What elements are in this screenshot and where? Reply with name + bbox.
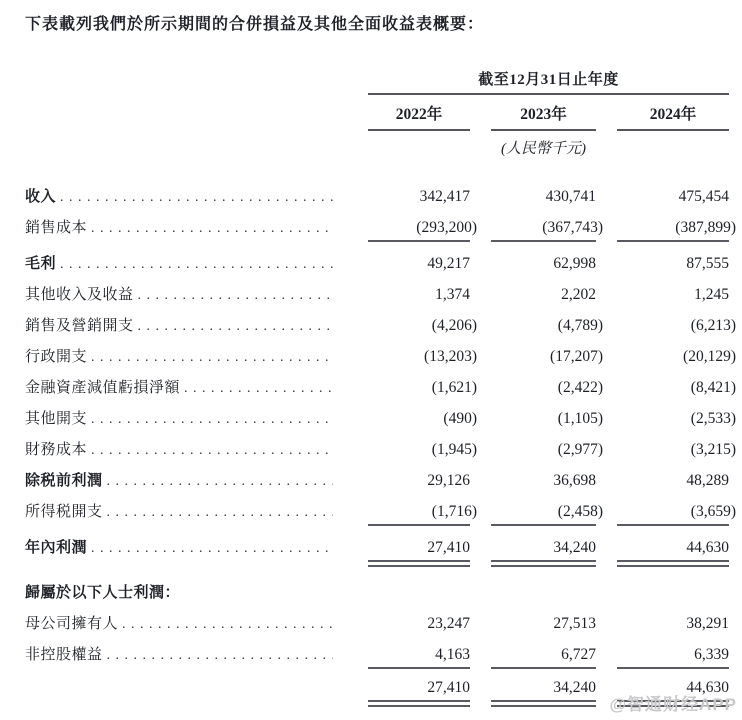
- cell-2024: [617, 646, 729, 669]
- cell-2023: [491, 503, 603, 526]
- row-gross-profit: [25, 252, 742, 283]
- cell-2022: [368, 539, 470, 567]
- row-admin-expenses: [25, 345, 742, 376]
- cell-2022: [368, 255, 470, 276]
- row-label: 行政開支: [25, 349, 88, 365]
- cell-2022: [368, 286, 470, 307]
- period-header: 截至12月31日止年度: [368, 68, 729, 95]
- value: 62,998: [553, 255, 596, 272]
- row-impairment-losses: [25, 376, 742, 407]
- value: 1,245: [694, 286, 729, 303]
- value: (1,945): [431, 441, 477, 458]
- cell-2023: [491, 317, 603, 338]
- value: 4,163: [435, 646, 470, 663]
- dot-leader: [107, 646, 333, 664]
- table-body: [25, 185, 742, 710]
- cell-2023: [491, 615, 596, 636]
- dot-leader: [60, 255, 333, 273]
- row-revenue: [25, 185, 742, 216]
- cell-2022: [368, 317, 477, 338]
- dot-leader: [91, 441, 333, 459]
- value: (4,206): [431, 317, 477, 334]
- cell-2023: [491, 219, 603, 242]
- value: (1,716): [431, 503, 477, 520]
- value: 87,555: [686, 255, 729, 272]
- cell-2024: [617, 594, 729, 597]
- value: 475,454: [678, 188, 729, 205]
- dot-leader: [91, 219, 333, 237]
- cell-2024: [617, 472, 729, 493]
- row-selling-marketing-expenses: [25, 314, 742, 345]
- financial-table: [25, 68, 742, 710]
- dot-leader: [107, 503, 333, 521]
- cell-2023: [491, 646, 596, 669]
- row-label: 非控股權益: [25, 647, 103, 663]
- dot-leader: [122, 615, 333, 633]
- cell-2024: [617, 317, 736, 338]
- value: 27,513: [553, 615, 596, 632]
- cell-2023: [491, 594, 596, 597]
- col-header-2024: 2024年: [617, 102, 729, 131]
- row-label: 銷售及營銷開支: [25, 318, 134, 334]
- dot-leader: [138, 317, 333, 335]
- row-label: 其他開支: [25, 411, 88, 427]
- value: 2,202: [561, 286, 596, 303]
- dot-leader: [184, 379, 333, 397]
- value: 342,417: [419, 188, 470, 205]
- value: 38,291: [686, 615, 729, 632]
- row-non-controlling-interests: [25, 643, 742, 674]
- row-label: 母公司擁有人: [25, 616, 119, 632]
- value: 36,698: [553, 472, 596, 489]
- cell-2024: [617, 441, 736, 462]
- dot-leader: [91, 539, 333, 557]
- value: (2,977): [557, 441, 603, 458]
- col-header-2023: 2023年: [491, 102, 596, 131]
- value: (490): [443, 410, 477, 427]
- value: (293,200): [416, 219, 477, 236]
- cell-2022: [368, 188, 470, 209]
- cell-2022: [368, 679, 470, 707]
- value: 27,410: [427, 539, 470, 556]
- value: 34,240: [553, 539, 596, 556]
- value: 1,374: [435, 286, 470, 303]
- row-label: 收入: [25, 189, 57, 205]
- row-label: 除税前利潤: [25, 473, 103, 489]
- cell-2024: [617, 615, 729, 636]
- value: (6,213): [690, 317, 736, 334]
- cell-2024: [617, 286, 729, 307]
- row-label: 金融資產減值虧損淨額: [25, 380, 181, 396]
- cell-2023: [491, 255, 596, 276]
- cell-2022: [368, 646, 470, 669]
- value: 6,339: [694, 646, 729, 663]
- cell-2023: [491, 679, 596, 707]
- cell-2023: [491, 348, 603, 369]
- cell-2023: [491, 472, 596, 493]
- row-profit-before-tax: [25, 469, 742, 500]
- cell-2024: [617, 255, 729, 276]
- cell-2022: [368, 348, 477, 369]
- table-header-years-row: [25, 102, 742, 131]
- cell-2023: [491, 441, 603, 462]
- value: (2,533): [690, 410, 736, 427]
- value: (17,207): [550, 348, 603, 365]
- cell-2023: [491, 286, 596, 307]
- row-label: 財務成本: [25, 442, 88, 458]
- cell-2024: [617, 379, 736, 400]
- value: 6,727: [561, 646, 596, 663]
- cell-2022: [368, 410, 477, 431]
- value: (1,621): [431, 379, 477, 396]
- row-other-income: [25, 283, 742, 314]
- cell-2024: [617, 503, 736, 526]
- row-label: 其他收入及收益: [25, 287, 134, 303]
- value: (3,659): [690, 503, 736, 520]
- row-other-expenses: [25, 407, 742, 438]
- cell-2022: [368, 615, 470, 636]
- cell-2022: [368, 441, 477, 462]
- dot-leader: [91, 348, 333, 366]
- dot-leader: [138, 286, 333, 304]
- dot-leader: [60, 188, 333, 206]
- value: (8,421): [690, 379, 736, 396]
- value: 44,630: [686, 539, 729, 556]
- value: 49,217: [427, 255, 470, 272]
- row-owners-of-parent: [25, 612, 742, 643]
- value: (4,789): [557, 317, 603, 334]
- value: 34,240: [553, 679, 596, 696]
- cell-2022: [368, 503, 477, 526]
- row-label: 歸屬於以下人士利潤：: [25, 585, 181, 601]
- cell-2023: [491, 410, 603, 431]
- col-header-2022: 2022年: [368, 102, 470, 131]
- cell-2024: [617, 539, 729, 567]
- cell-2022: [368, 219, 477, 242]
- cell-2023: [491, 379, 603, 400]
- row-finance-costs: [25, 438, 742, 469]
- value: (20,129): [683, 348, 736, 365]
- value: (3,215): [690, 441, 736, 458]
- table-header-period-row: [25, 68, 742, 95]
- dot-leader: [107, 472, 333, 490]
- row-label: 年內利潤: [25, 540, 88, 556]
- value: 48,289: [686, 472, 729, 489]
- value: (387,899): [675, 219, 736, 236]
- cell-2022: [368, 472, 470, 493]
- row-label: 銷售成本: [25, 220, 88, 236]
- value: 23,247: [427, 615, 470, 632]
- cell-2022: [368, 594, 470, 597]
- row-profit-for-year: [25, 536, 742, 567]
- row-income-tax-expense: [25, 500, 742, 531]
- value: (1,105): [557, 410, 603, 427]
- value: 44,630: [686, 679, 729, 696]
- unit-note: (人民幣千元): [501, 141, 586, 157]
- value: (13,203): [424, 348, 477, 365]
- cell-2023: [491, 539, 596, 567]
- value: 27,410: [427, 679, 470, 696]
- cell-2023: [491, 188, 596, 209]
- row-label: 所得税開支: [25, 504, 103, 520]
- row-attributable-heading: [25, 581, 742, 612]
- dot-leader: [91, 410, 333, 428]
- value: 430,741: [545, 188, 596, 205]
- cell-2024: [617, 188, 729, 209]
- row-label: 毛利: [25, 256, 57, 272]
- watermark: @智通财经APP: [609, 695, 737, 714]
- cell-2024: [617, 410, 736, 431]
- cell-2024: [617, 348, 736, 369]
- row-cost-of-sales: [25, 216, 742, 247]
- value: (2,458): [557, 503, 603, 520]
- cell-2022: [368, 379, 477, 400]
- table-unit-row: [25, 137, 742, 158]
- value: (2,422): [557, 379, 603, 396]
- cell-2024: [617, 219, 736, 242]
- value: (367,743): [542, 219, 603, 236]
- value: 29,126: [427, 472, 470, 489]
- intro-text: 下表載列我們於所示期間的合併損益及其他全面收益表概要：: [25, 16, 485, 33]
